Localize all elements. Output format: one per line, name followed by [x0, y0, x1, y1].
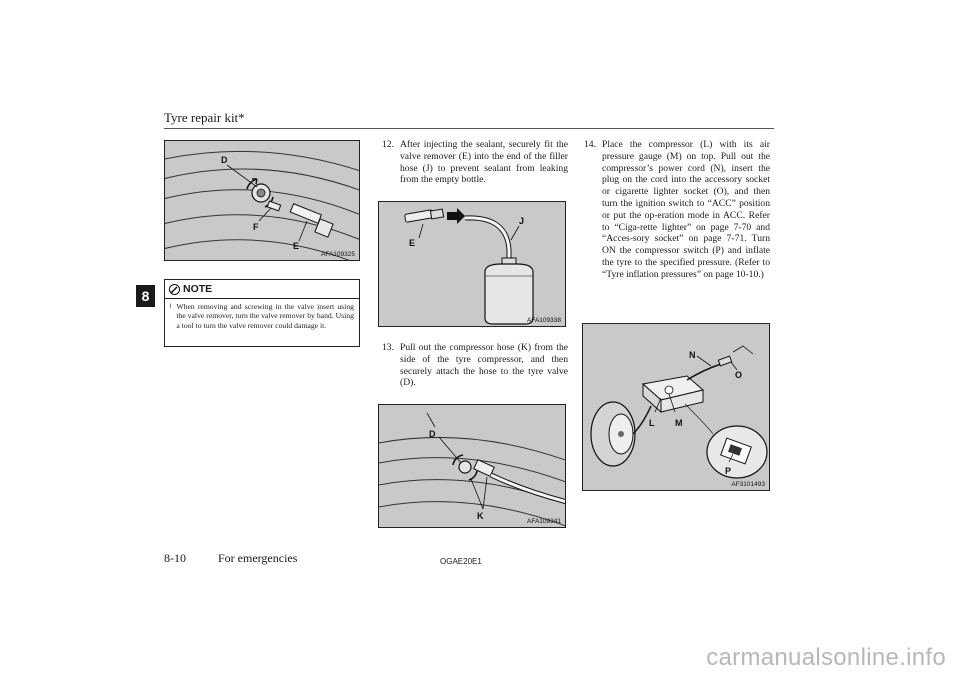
step-text: Pull out the compressor hose (K) from the side of the tyre compressor, and then securely attach the hose to the tyre valve (D). — [400, 342, 568, 389]
footer-section-title: For emergencies — [218, 551, 298, 565]
compressor-setup-illustration — [583, 324, 770, 491]
note-body — [165, 299, 359, 330]
watermark: carmanualsonline.info — [706, 644, 946, 671]
header-rule — [164, 128, 774, 129]
figure-compressor-setup — [582, 323, 770, 491]
filler-bottle-illustration — [379, 202, 566, 327]
callout-n: N — [689, 350, 696, 360]
figure-code: AF3101493 — [731, 481, 765, 488]
figure-filler-bottle — [378, 201, 566, 327]
callout-o: O — [735, 370, 743, 380]
figure-code: AFA109325 — [321, 251, 355, 258]
page-header-title: Tyre repair kit* — [164, 110, 245, 125]
compressor-hose-illustration — [379, 405, 566, 528]
callout-e: E — [409, 238, 416, 248]
note-text: When removing and screwing in the valve insert using the valve remover, turn the valve remover by hand. Using a tool to turn the valve remover could damage it. — [176, 302, 354, 330]
note-bullet: l — [170, 304, 172, 310]
note-box — [164, 279, 360, 347]
chapter-tab: 8 — [136, 285, 155, 307]
valve-remover-illustration — [165, 141, 360, 261]
note-header — [165, 280, 359, 299]
figure-valve-remover — [164, 140, 360, 261]
callout-e: E — [293, 241, 300, 251]
note-label: NOTE — [183, 283, 213, 295]
callout-k: K — [477, 511, 484, 521]
callout-p: P — [725, 466, 732, 476]
step-text: After injecting the sealant, securely fit the valve remover (E) into the end of the filler hose (J) to prevent sealant from leaking from the empty bottle. — [400, 139, 568, 186]
figure-code: AFA109338 — [527, 317, 561, 324]
callout-m: M — [675, 418, 683, 428]
step-13 — [382, 342, 568, 389]
footer-doc-code: OGAE20E1 — [440, 557, 482, 566]
step-14 — [584, 139, 770, 281]
step-12 — [382, 139, 568, 186]
callout-j: J — [519, 216, 525, 226]
callout-d: D — [221, 155, 228, 165]
figure-code: AFA109341 — [527, 518, 561, 525]
footer-page-number: 8-10 — [164, 551, 186, 565]
note-pencil-icon — [169, 284, 180, 295]
step-number: 13. — [382, 342, 394, 353]
callout-l: L — [649, 418, 655, 428]
figure-compressor-hose — [378, 404, 566, 528]
callout-f: F — [253, 222, 259, 232]
step-text: Place the compressor (L) with its air pressure gauge (M) on top. Pull out the compressor’s power cord (N), insert the plug on the cord into the accessory socket or cigarette lighter socket (O), and then turn the ignition switch to “ACC” position or put the op-eration mode in ACC. Refer to “Ciga-rette lighter” on page 7-70 and “Acces-sory socket” on page 7-71. Turn ON the compressor switch (P) and inflate the tyre to the specified pressure. (Refer to “Tyre inflation pressures” on page 10-10.) — [602, 139, 770, 280]
callout-d: D — [429, 429, 436, 439]
step-number: 14. — [584, 139, 596, 150]
step-number: 12. — [382, 139, 394, 150]
